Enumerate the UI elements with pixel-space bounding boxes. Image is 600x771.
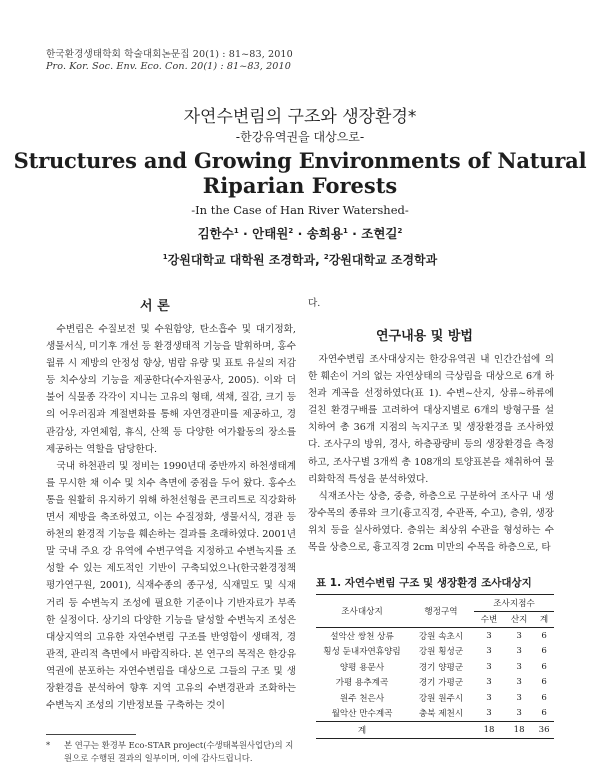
affiliation <box>0 251 600 268</box>
cell-region: 강원 속초시 <box>418 631 464 642</box>
cell-waterside: 3 <box>486 677 492 688</box>
col-header-waterside: 수변 <box>474 611 504 628</box>
cell-total: 6 <box>541 630 547 641</box>
affiliation-sup-1: 1 <box>162 253 168 261</box>
footnote-mark: * <box>46 740 51 750</box>
affiliation-1: 강원대학교 대학원 조경학과, <box>167 253 324 267</box>
table-row <box>316 675 554 691</box>
intro-continuation-text: 다. <box>308 298 321 309</box>
intro-continuation <box>308 295 554 312</box>
intro-paragraph-1: 수변림은 수질보전 및 수원함양, 탄소흡수 및 대기정화, 생물서식, 미기후 개선 등 환경생태적 기능을 발휘하며, 홍수 월류 시 제방의 안정성 향상, 범람 유량 및 표토 유실의 저감 등 치수상의 기능을 제공한다(수자원공사, 2005). 이와 더불어 식물종 각각이 지니는 고유의 형태, 색채, 질감, 크기 등의 어우러짐과 계절변화를 통해 자연경관미를 제공하고, 경관감상, 자연체험, 휴식, 산책 등 다양한 여가활동의 장소를 제공하는 역할을 담당한다. <box>46 324 296 455</box>
author-sep: · <box>347 226 362 241</box>
author-sep: · <box>238 226 253 241</box>
cell-site: 횡성 둔내자연휴양림 <box>323 647 401 658</box>
cell-mountain: 3 <box>516 677 522 688</box>
cell-region: 강원 원주시 <box>418 693 464 704</box>
english-title-line2: Riparian Forests <box>202 173 398 198</box>
cell-waterside: 3 <box>486 661 492 672</box>
section-heading-method: 연구내용 및 방법 <box>376 329 473 344</box>
author-4: 조현길 <box>361 226 398 241</box>
site-table <box>316 594 554 739</box>
cell-site: 원주 천은사 <box>339 693 385 704</box>
cell-total-waterside: 18 <box>474 722 504 739</box>
affiliation-2: 강원대학교 조경학과 <box>328 253 438 267</box>
cell-total-region <box>408 722 474 739</box>
col-header-mountain: 산지 <box>504 611 534 628</box>
table-caption: 표 1. 자연수변림 구조 및 생장환경 조사대상지 <box>316 577 532 589</box>
cell-region: 경기 가평군 <box>418 678 464 689</box>
footnote <box>46 739 298 765</box>
col-header-total: 계 <box>534 611 554 628</box>
cell-mountain: 3 <box>516 661 522 672</box>
table-row <box>316 706 554 722</box>
table-row <box>316 659 554 675</box>
method-paragraph-1: 자연수변림 조사대상지는 한강유역권 내 인간간섭에 의한 훼손이 거의 없는 자연상태의 극상림을 대상으로 6개 하천과 계곡을 선정하였다(표 1). 수변~산지, 상류~하류에 걸친 환경구배를 고려하여 대상지별로 6개의 방형구를 설치하여 총 36개 지점의 녹지구조 및 생장환경을 조사하였다. 조사구의 방위, 경사, 하층광량비 등의 생장환경을 측정하고, 조사구별 3개씩 총 108개의 토양표본을 채취하여 물리화학적 특성을 분석하였다. <box>308 354 554 485</box>
author-2-sup: 2 <box>288 226 294 235</box>
cell-site: 가평 용추계곡 <box>335 678 389 689</box>
cell-total-label: 계 <box>316 722 408 739</box>
cell-mountain: 3 <box>516 646 522 657</box>
author-1: 김한수 <box>197 226 234 241</box>
author-3-sup: 1 <box>342 226 348 235</box>
intro-paragraph-2: 국내 하천관리 및 정비는 1990년대 중반까지 하천생태계를 무시한 채 이수 및 치수 측면에 중점을 두어 왔다. 홍수소통을 원활히 유지하기 위해 하천선형을 콘크리트로 직강화하면서 제방을 축조하였고, 이는 수질정화, 생물서식, 경관 등 하천의 환경적 기능을 훼손하는 결과를 초래하였다. 2001년 말 국내 주요 강 유역에 수변구역을 지정하고 수변녹지를 조성할 수 있는 제도적인 기반이 구축되었으나(한국환경정책평가연구원, 2001), 식재수종의 종구성, 식재밀도 및 식재거리 등 수변녹지 조성에 필요한 기준이나 기반자료가 부족한 실정이다. 상기의 다양한 기능을 달성할 수변녹지 조성은 대상지역의 고유한 자연수변림 구조를 반영함이 생태적, 경관적, 관리적 측면에서 바람직하다. 본 연구의 목적은 한강유역권에 분포하는 자연수변림을 대상으로 그들의 구조 및 생장환경을 분석하여 향후 지역 고유의 수변경관과 조화하는 수변녹지 조성의 기반정보를 구축하는 것이 <box>46 460 296 712</box>
cell-region: 경기 양평군 <box>418 662 464 673</box>
korean-title: 자연수변림의 구조와 생장환경* <box>183 107 417 127</box>
affiliation-sup-2: 2 <box>323 253 329 261</box>
cell-total-mountain: 18 <box>504 722 534 739</box>
col-header-region: 행정구역 <box>408 595 474 628</box>
cell-site: 양평 용문사 <box>339 662 385 673</box>
table-row <box>316 628 554 644</box>
table-row <box>316 644 554 660</box>
cell-total: 6 <box>541 708 547 719</box>
cell-site: 월악산 만수계곡 <box>331 709 393 720</box>
author-1-sup: 1 <box>233 226 239 235</box>
cell-total: 6 <box>541 677 547 688</box>
col-header-count: 조사지점수 <box>474 595 554 612</box>
cell-mountain: 3 <box>516 708 522 719</box>
author-list <box>0 224 600 242</box>
journal-header-korean: 한국환경생태학회 학술대회논문집 20(1) : 81~83, 2010 <box>46 49 293 60</box>
footnote-text: 본 연구는 환경부 Eco-STAR project(수생태복원사업단)의 지원으로 수행된 결과의 일부이며, 이에 감사드립니다. <box>64 740 294 763</box>
cell-site: 설악산 쌍천 상류 <box>330 631 394 642</box>
cell-region: 강원 횡성군 <box>418 647 464 658</box>
intro-body <box>46 321 296 714</box>
author-4-sup: 2 <box>397 226 403 235</box>
cell-region: 충북 제천시 <box>418 709 464 720</box>
cell-waterside: 3 <box>486 646 492 657</box>
korean-subtitle: -한강유역권을 대상으로- <box>235 130 365 144</box>
method-body <box>308 351 554 556</box>
author-sep: · <box>293 226 307 241</box>
cell-total-sum: 36 <box>534 722 554 739</box>
cell-waterside: 3 <box>486 708 492 719</box>
cell-waterside: 3 <box>486 630 492 641</box>
table-row <box>316 690 554 706</box>
cell-total: 6 <box>541 646 547 657</box>
section-heading-intro: 서 론 <box>140 299 170 314</box>
cell-waterside: 3 <box>486 692 492 703</box>
author-2: 안태원 <box>252 226 289 241</box>
cell-total: 6 <box>541 692 547 703</box>
col-header-site: 조사대상지 <box>316 595 408 628</box>
cell-mountain: 3 <box>516 692 522 703</box>
english-subtitle: -In the Case of Han River Watershed- <box>191 203 409 217</box>
method-paragraph-2: 식재조사는 상층, 중층, 하층으로 구분하여 조사구 내 생장수목의 종류와 크기(흉고직경, 수관폭, 수고), 층위, 생장위치 등을 실사하였다. 층위는 최상위 수관을 형성하는 수목을 상층으로, 흉고직경 2cm 미만의 수목을 하층으로, 타 <box>308 490 554 554</box>
cell-total: 6 <box>541 661 547 672</box>
table-total-row <box>316 722 554 739</box>
journal-header-english: Pro. Kor. Soc. Env. Eco. Con. 20(1) : 81~83, 2010 <box>46 61 291 72</box>
footnote-rule <box>46 734 136 735</box>
cell-mountain: 3 <box>516 630 522 641</box>
author-3: 송희용 <box>306 226 343 241</box>
english-title-line1: Structures and Growing Environments of Natural <box>13 148 587 173</box>
